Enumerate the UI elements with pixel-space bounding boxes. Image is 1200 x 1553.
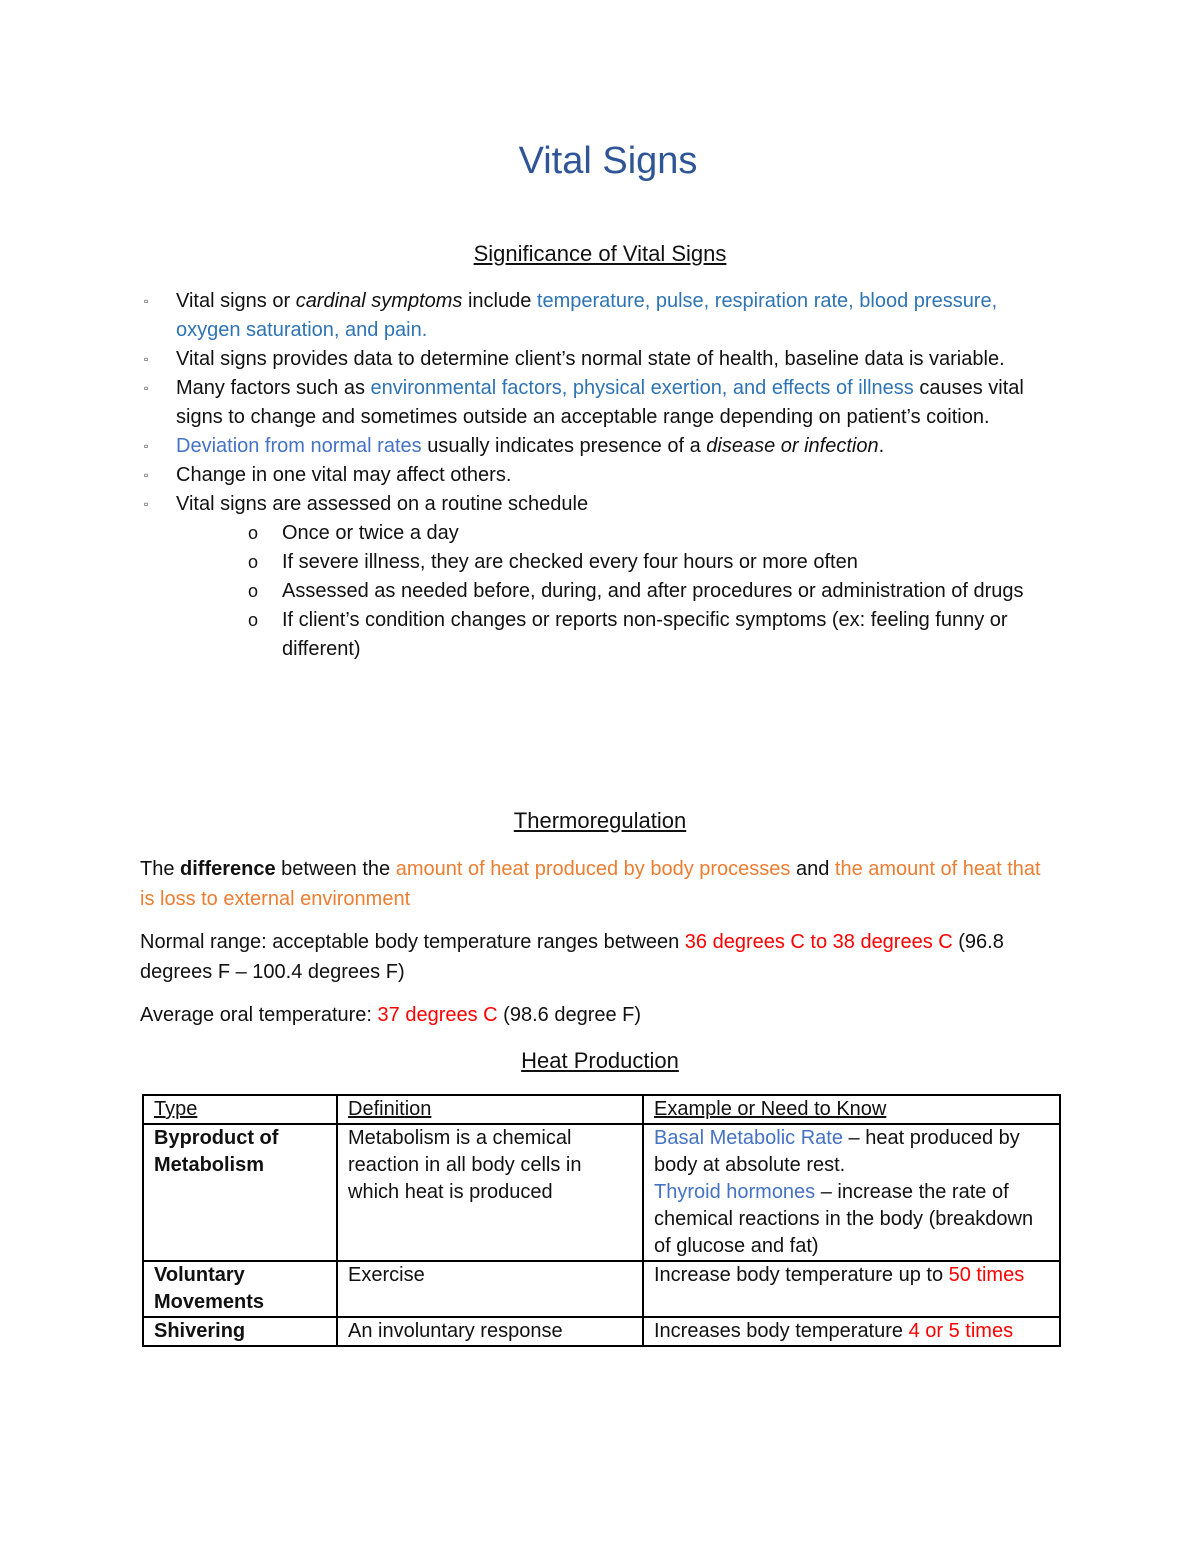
circle-bullet-icon: o (248, 610, 259, 630)
table-header-row (143, 1095, 1060, 1124)
table-row (143, 1261, 1060, 1317)
thermoregulation-heading: Thermoregulation (513, 808, 687, 833)
type-cell: Byproduct of Metabolism (143, 1124, 337, 1261)
square-bullet-icon: ▫ (144, 468, 149, 482)
significance-list (140, 287, 1060, 664)
sub-list-item: o Once or twice a day (140, 519, 1060, 548)
circle-bullet-icon: o (248, 523, 259, 543)
table-row (143, 1124, 1060, 1261)
sub-list-item: o If client’s condition changes or reports non-specific symptoms (ex: feeling funny or different) (140, 606, 1060, 664)
square-bullet-icon: ▫ (144, 439, 149, 453)
column-header: Type (143, 1095, 337, 1124)
list-item: ▫ Many factors such as environmental factors, physical exertion, and effects of illness causes vital signs to change and sometimes outside an acceptable range depending on patient’s coition. (140, 374, 1060, 432)
list-item: ▫ Deviation from normal rates usually indicates presence of a disease or infection. (140, 432, 1060, 461)
circle-bullet-icon: o (248, 552, 259, 572)
example-cell: Increase body temperature up to 50 times (643, 1261, 1060, 1317)
type-cell: Voluntary Movements (143, 1261, 337, 1317)
page-title: Vital Signs (518, 140, 698, 182)
example-cell: Increases body temperature 4 or 5 times (643, 1317, 1060, 1346)
square-bullet-icon: ▫ (144, 352, 149, 366)
definition-cell: Exercise (337, 1261, 643, 1317)
example-cell: Basal Metabolic Rate – heat produced by body at absolute rest. Thyroid hormones – increase the rate of chemical reactions in the body (breakdown of glucose and fat) (643, 1124, 1060, 1261)
list-item: ▫ Vital signs are assessed on a routine schedule (140, 490, 1060, 519)
square-bullet-icon: ▫ (144, 497, 149, 511)
normal-range-text: Normal range: acceptable body temperature ranges between 36 degrees C to 38 degrees C (96.8 degrees F – 100.4 degrees F) (140, 931, 1004, 983)
type-cell: Shivering (143, 1317, 337, 1346)
table-row (143, 1317, 1060, 1346)
circle-bullet-icon: o (248, 581, 259, 601)
list-item: ▫ Change in one vital may affect others. (140, 461, 1060, 490)
list-item: ▫ Vital signs provides data to determine client’s normal state of health, baseline data is variable. (140, 345, 1060, 374)
average-oral-temp-text: Average oral temperature: 37 degrees C (98.6 degree F) (140, 1004, 642, 1026)
column-header: Definition (337, 1095, 643, 1124)
definition-cell: An involuntary response (337, 1317, 643, 1346)
definition-cell: Metabolism is a chemical reaction in all body cells in which heat is produced (337, 1124, 643, 1261)
heat-production-heading: Heat Production (521, 1048, 679, 1073)
list-item: ▫ Vital signs or cardinal symptoms include temperature, pulse, respiration rate, blood pressure, oxygen saturation, and pain. (140, 287, 1060, 345)
sub-list-item: o Assessed as needed before, during, and after procedures or administration of drugs (140, 577, 1060, 606)
sub-list-item: o If severe illness, they are checked every four hours or more often (140, 548, 1060, 577)
column-header: Example or Need to Know (643, 1095, 1060, 1124)
significance-heading: Significance of Vital Signs (473, 241, 727, 266)
square-bullet-icon: ▫ (144, 381, 149, 395)
square-bullet-icon: ▫ (144, 294, 149, 308)
heat-production-table (142, 1094, 1061, 1347)
thermo-definition: The difference between the amount of heat produced by body processes and the amount of heat that is loss to external environment (140, 858, 1041, 910)
